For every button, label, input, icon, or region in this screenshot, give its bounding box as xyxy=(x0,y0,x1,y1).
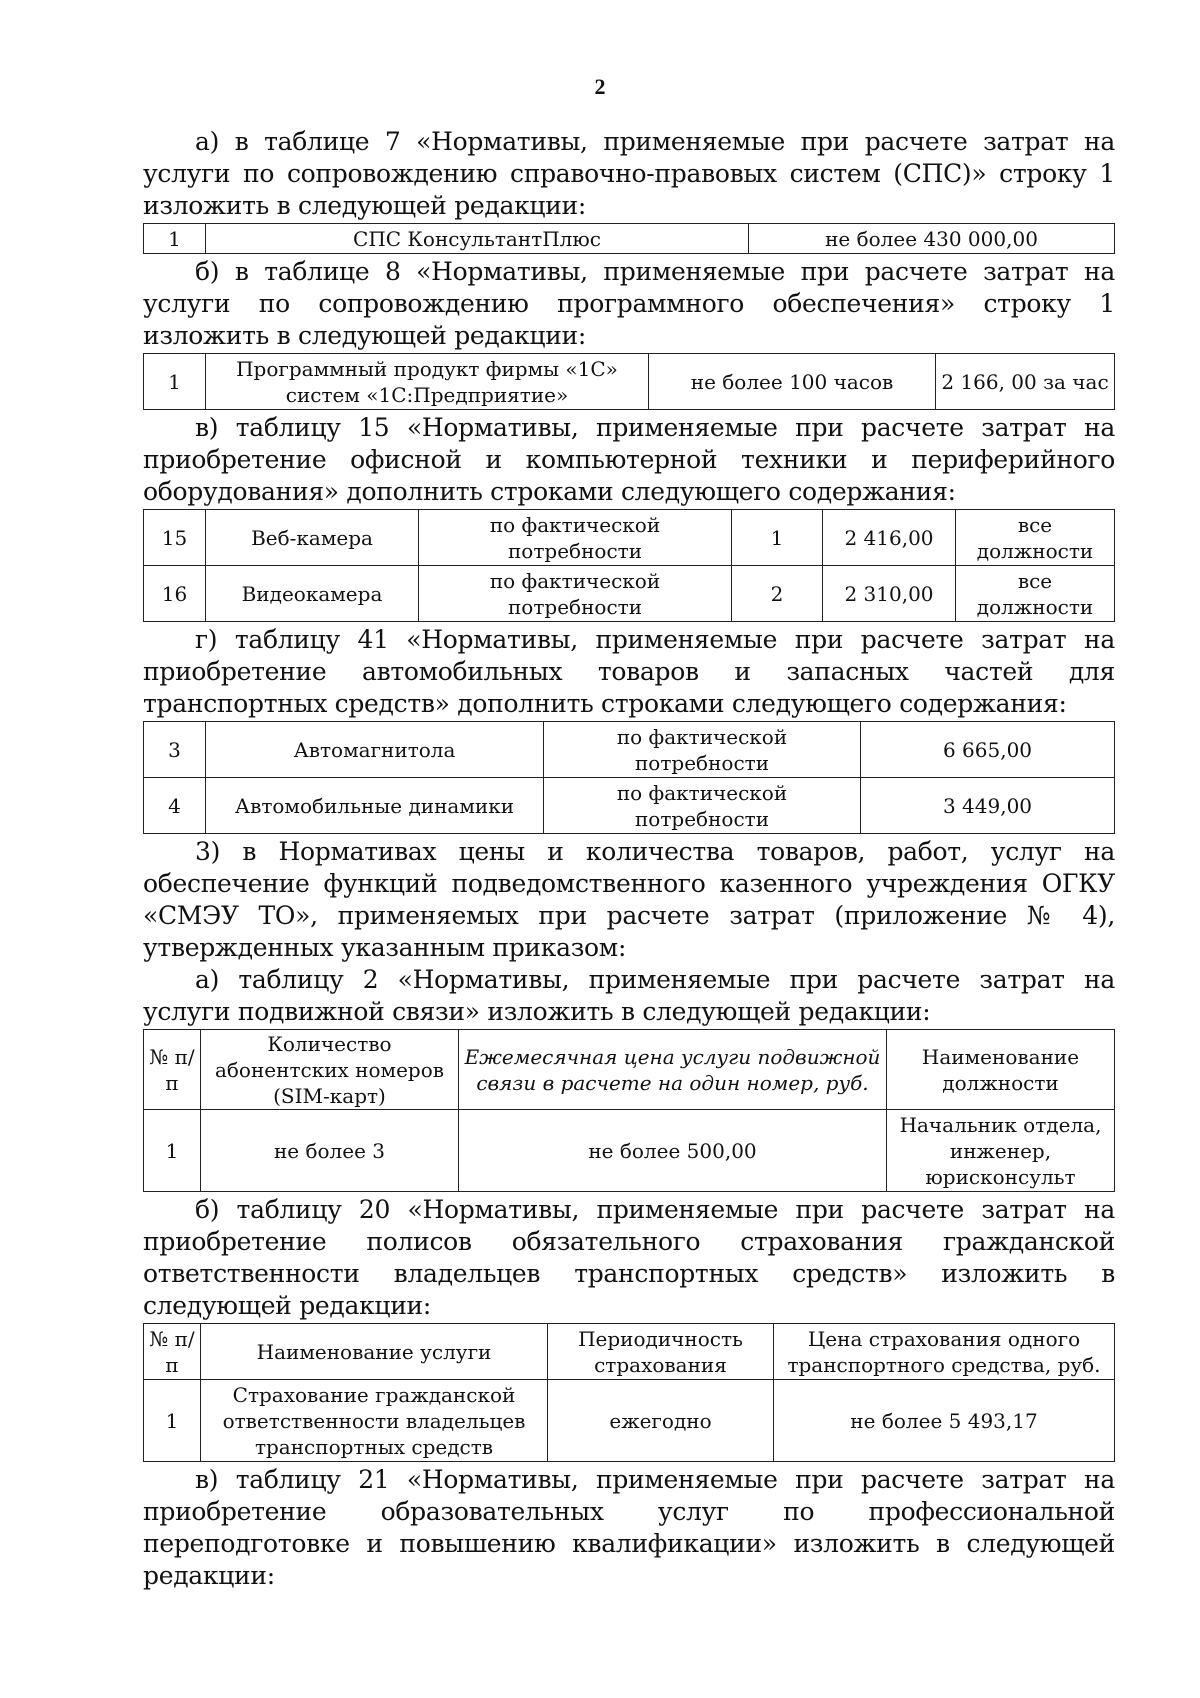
table-row xyxy=(144,778,1115,834)
table-row xyxy=(144,566,1115,622)
header-price: Цена страхования одного транспортного средства, руб. xyxy=(774,1324,1115,1380)
paragraph-table15-intro: в) таблицу 15 «Нормативы, применяемые при расчете затрат на приобретение офисной и компьютерной техники и периферийного оборудования» дополнить строками следующего содержания: xyxy=(143,413,1115,506)
page-number: 2 xyxy=(594,74,606,99)
position-cell: все должности xyxy=(956,566,1115,622)
price-cell: не более 430 000,00 xyxy=(749,224,1115,254)
need-cell: по фактической потребности xyxy=(544,722,861,778)
count-cell: не более 3 xyxy=(201,1110,459,1192)
paragraph-table20-intro: б) таблицу 20 «Нормативы, применяемые при расчете затрат на приобретение полисов обязательного страхования гражданской ответственности владельцев транспортных средств» изложить в следующей редакции: xyxy=(143,1195,1115,1320)
header-number: № п/п xyxy=(144,1030,201,1110)
qty-cell: 1 xyxy=(732,510,823,566)
header-count: Количество абонентских номеров (SIM-карт) xyxy=(201,1030,459,1110)
paragraph-table7-intro: а) в таблице 7 «Нормативы, применяемые при расчете затрат на услуги по сопровождению справочно-правовых систем (СПС)» строку 1 изложить в следующей редакции: xyxy=(143,127,1115,220)
table-row xyxy=(144,354,1115,410)
header-position: Наименование должности xyxy=(887,1030,1115,1110)
paragraph-table21-intro: в) таблицу 21 «Нормативы, применяемые при расчете затрат на приобретение образовательных услуг по профессиональной переподготовке и повышению квалификации» изложить в следующей редакции: xyxy=(143,1465,1115,1590)
table-row xyxy=(144,510,1115,566)
price-cell: не более 5 493,17 xyxy=(774,1380,1115,1462)
table-41-rows xyxy=(143,721,1115,834)
row-number: 4 xyxy=(144,778,206,834)
position-cell: все должности xyxy=(956,510,1115,566)
qty-cell: 2 xyxy=(732,566,823,622)
service-cell: Страхование гражданской ответственности владельцев транспортных средств xyxy=(201,1380,548,1462)
table-7-row xyxy=(143,223,1115,254)
hours-cell: не более 100 часов xyxy=(649,354,936,410)
software-name: Программный продукт фирмы «1С» систем «1С:Предприятие» xyxy=(206,354,649,410)
table-row xyxy=(144,224,1115,254)
need-cell: по фактической потребности xyxy=(419,510,732,566)
item-name: Автомагнитола xyxy=(206,722,544,778)
row-number: 16 xyxy=(144,566,206,622)
row-number: 1 xyxy=(144,354,206,410)
price-cell: 2 416,00 xyxy=(823,510,956,566)
period-cell: ежегодно xyxy=(548,1380,774,1462)
document-body xyxy=(143,126,1115,1592)
need-cell: по фактической потребности xyxy=(544,778,861,834)
header-service: Наименование услуги xyxy=(201,1324,548,1380)
paragraph-section3: 3) в Нормативах цены и количества товаров, работ, услуг на обеспечение функций подведомственного казенного учреждения ОГКУ «СМЭУ ТО», применяемых при расчете затрат (приложение № 4), утвержденных указанным приказом: xyxy=(143,837,1115,962)
price-cell: 6 665,00 xyxy=(861,722,1115,778)
item-name: Веб-камера xyxy=(206,510,419,566)
price-cell: не более 500,00 xyxy=(459,1110,887,1192)
row-number: 15 xyxy=(144,510,206,566)
table-header-row xyxy=(144,1324,1115,1380)
rate-cell: 2 166, 00 за час xyxy=(936,354,1115,410)
row-number: 1 xyxy=(144,1110,201,1192)
header-number: № п/п xyxy=(144,1324,201,1380)
paragraph-table8-intro: б) в таблице 8 «Нормативы, применяемые при расчете затрат на услуги по сопровождению программного обеспечения» строку 1 изложить в следующей редакции: xyxy=(143,257,1115,350)
item-name: Автомобильные динамики xyxy=(206,778,544,834)
header-price: Ежемесячная цена услуги подвижной связи в расчете на один номер, руб. xyxy=(459,1030,887,1110)
row-number: 1 xyxy=(144,224,206,254)
row-number: 3 xyxy=(144,722,206,778)
system-name: СПС КонсультантПлюс xyxy=(206,224,749,254)
table-row xyxy=(144,1380,1115,1462)
header-period: Периодичность страхования xyxy=(548,1324,774,1380)
paragraph-table41-intro: г) таблицу 41 «Нормативы, применяемые при расчете затрат на приобретение автомобильных товаров и запасных частей для транспортных средств» дополнить строками следующего содержания: xyxy=(143,625,1115,718)
item-name: Видеокамера xyxy=(206,566,419,622)
row-number: 1 xyxy=(144,1380,201,1462)
need-cell: по фактической потребности xyxy=(419,566,732,622)
table-2 xyxy=(143,1029,1115,1192)
table-header-row xyxy=(144,1030,1115,1110)
paragraph-table2-intro: а) таблицу 2 «Нормативы, применяемые при расчете затрат на услуги подвижной связи» изложить в следующей редакции: xyxy=(143,965,1115,1026)
table-row xyxy=(144,722,1115,778)
table-row xyxy=(144,1110,1115,1192)
position-cell: Начальник отдела, инженер, юрисконсульт xyxy=(887,1110,1115,1192)
price-cell: 3 449,00 xyxy=(861,778,1115,834)
table-15-rows xyxy=(143,509,1115,622)
price-cell: 2 310,00 xyxy=(823,566,956,622)
table-8-row xyxy=(143,353,1115,410)
table-20 xyxy=(143,1323,1115,1462)
